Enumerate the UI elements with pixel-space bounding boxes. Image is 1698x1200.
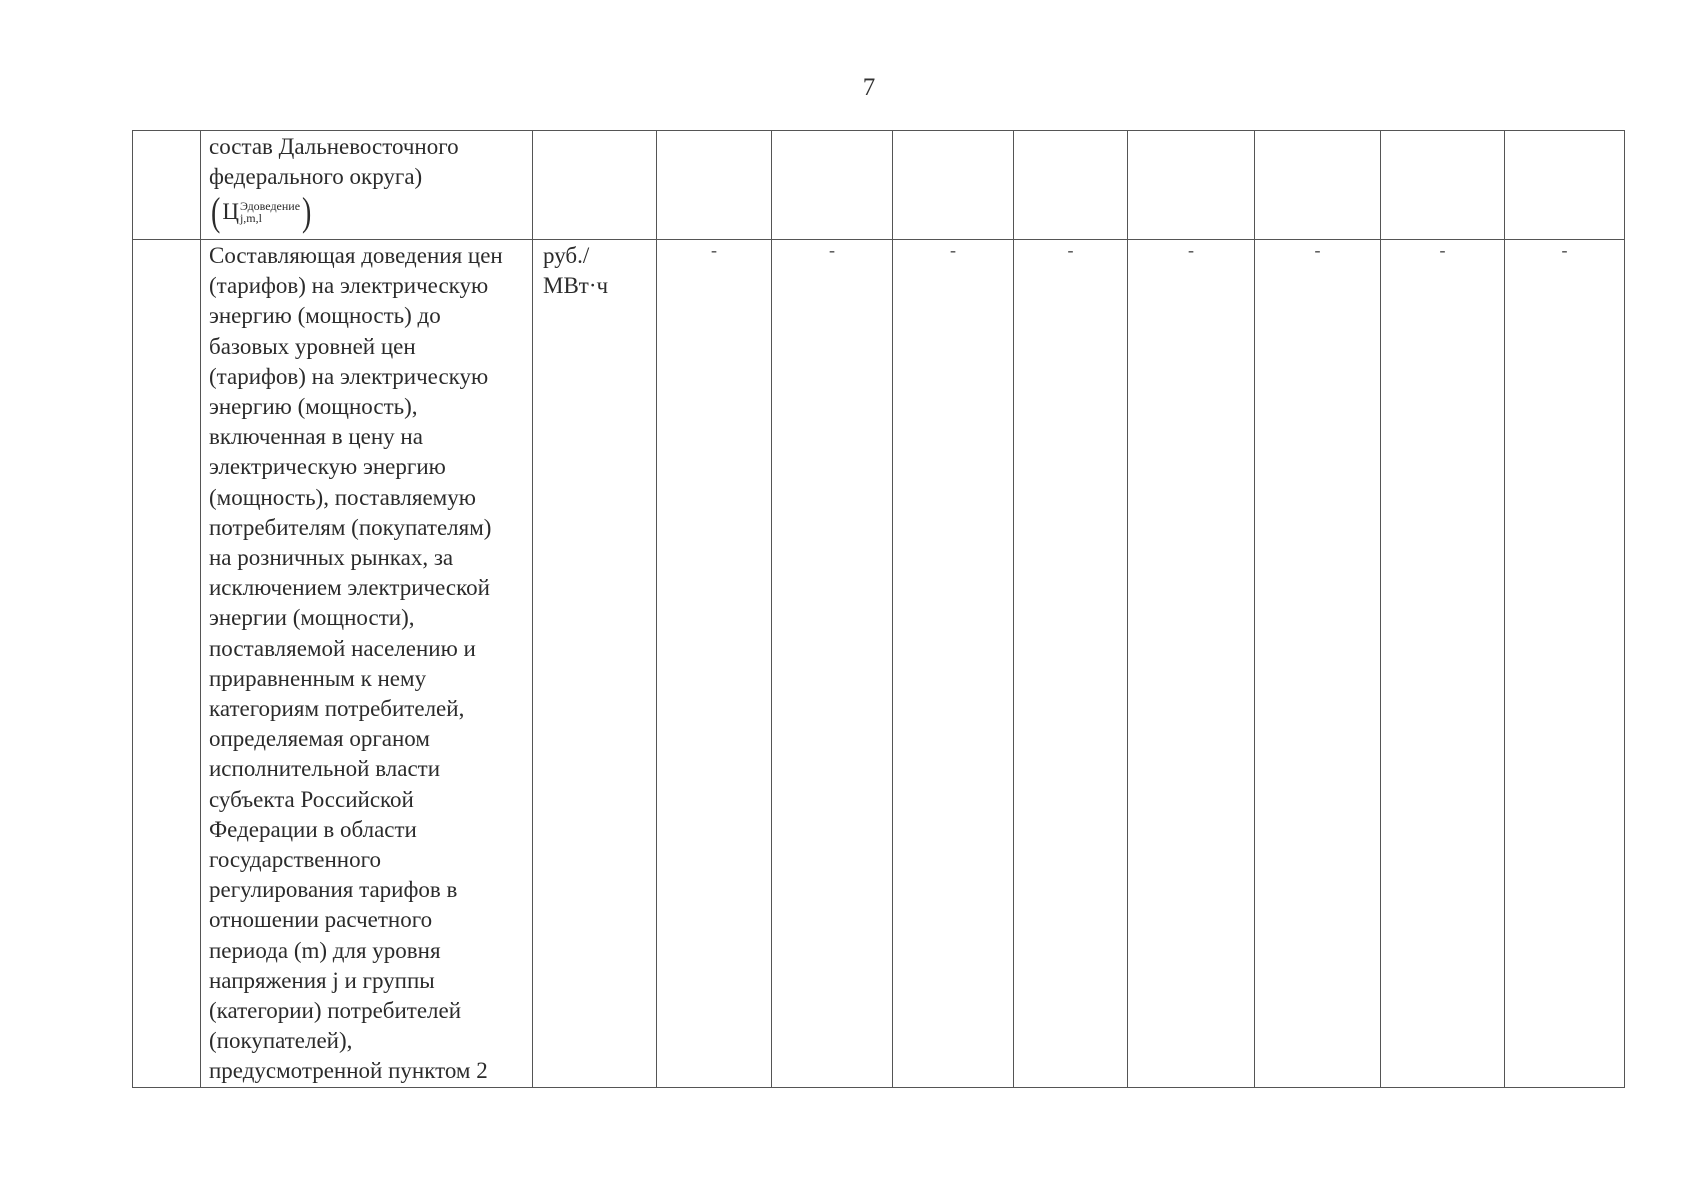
value-cell: - [1381, 240, 1505, 1088]
value-cell: - [657, 240, 772, 1088]
value-cell: - [1255, 240, 1381, 1088]
value-cell [657, 131, 772, 240]
table-row [133, 131, 1625, 240]
description-line: периода (m) для уровня [209, 937, 441, 963]
description-line: Федерации в области [209, 816, 417, 842]
description-line: состав Дальневосточного [209, 134, 459, 159]
value-cell [893, 131, 1014, 240]
value-cell [1505, 131, 1625, 240]
description-line: отношении расчетного [209, 907, 433, 933]
formula: ( Ц Эдоведение j,m,l ) [210, 189, 312, 235]
description-line: базовых уровней цен [209, 333, 416, 359]
unit-cell [533, 131, 657, 240]
description-line: Составляющая доведения цен [209, 243, 503, 268]
index-cell [133, 131, 201, 240]
value-cell [1128, 131, 1255, 240]
value-cell [772, 131, 893, 240]
description-line: предусмотренной пунктом 2 [209, 1058, 488, 1084]
unit-line: руб./ [543, 243, 590, 268]
table-row [133, 240, 1625, 1088]
index-cell [133, 240, 201, 1088]
indicator-cell [201, 131, 533, 240]
value-cell: - [1505, 240, 1625, 1088]
value-cell: - [772, 240, 893, 1088]
data-table [132, 130, 1625, 1088]
description-line: энергию (мощность) до [209, 303, 441, 329]
description-line: напряжения j и группы [209, 967, 435, 993]
formula-subscript: j,m,l [239, 211, 262, 226]
indicator-cell [201, 240, 533, 1088]
value-cell [1381, 131, 1505, 240]
unit-cell [533, 240, 657, 1088]
description-line: категориям потребителей, [209, 696, 465, 722]
value-cell: - [1014, 240, 1128, 1088]
description-line: (покупателей), [209, 1028, 353, 1054]
value-cell [1255, 131, 1381, 240]
description-line: федерального округа) [209, 164, 423, 190]
description-line: государственного [209, 847, 381, 873]
description-line: (тарифов) на электрическую [209, 363, 489, 389]
description-line: энергии (мощности), [209, 605, 415, 631]
description-line: исполнительной власти [209, 756, 441, 782]
description-line: (мощность), поставляемую [209, 484, 476, 510]
description-line: поставляемой населению и [209, 635, 476, 661]
value-cell: - [893, 240, 1014, 1088]
description-line: потребителям (покупателям) [209, 514, 492, 540]
description-line: электрическую энергию [209, 454, 446, 480]
description-line: на розничных рынках, за [209, 545, 454, 571]
description-line: энергию (мощность), [209, 394, 418, 420]
description-line: определяемая органом [209, 726, 430, 752]
formula-superscript: Эдоведение [239, 199, 301, 214]
page-number: 7 [862, 74, 876, 101]
value-cell: - [1128, 240, 1255, 1088]
value-cell [1014, 131, 1128, 240]
description-line: включенная в цену на [209, 424, 423, 450]
description-line: регулирования тарифов в [209, 877, 458, 903]
description-line: приравненным к нему [209, 665, 427, 691]
description-line: (категории) потребителей [209, 998, 462, 1024]
description-line: исключением электрической [209, 575, 490, 601]
formula-symbol: Ц [222, 199, 239, 225]
description-line: субъекта Российской [209, 786, 414, 812]
unit-line: МВт·ч [543, 273, 609, 299]
description-line: (тарифов) на электрическую [209, 273, 489, 299]
